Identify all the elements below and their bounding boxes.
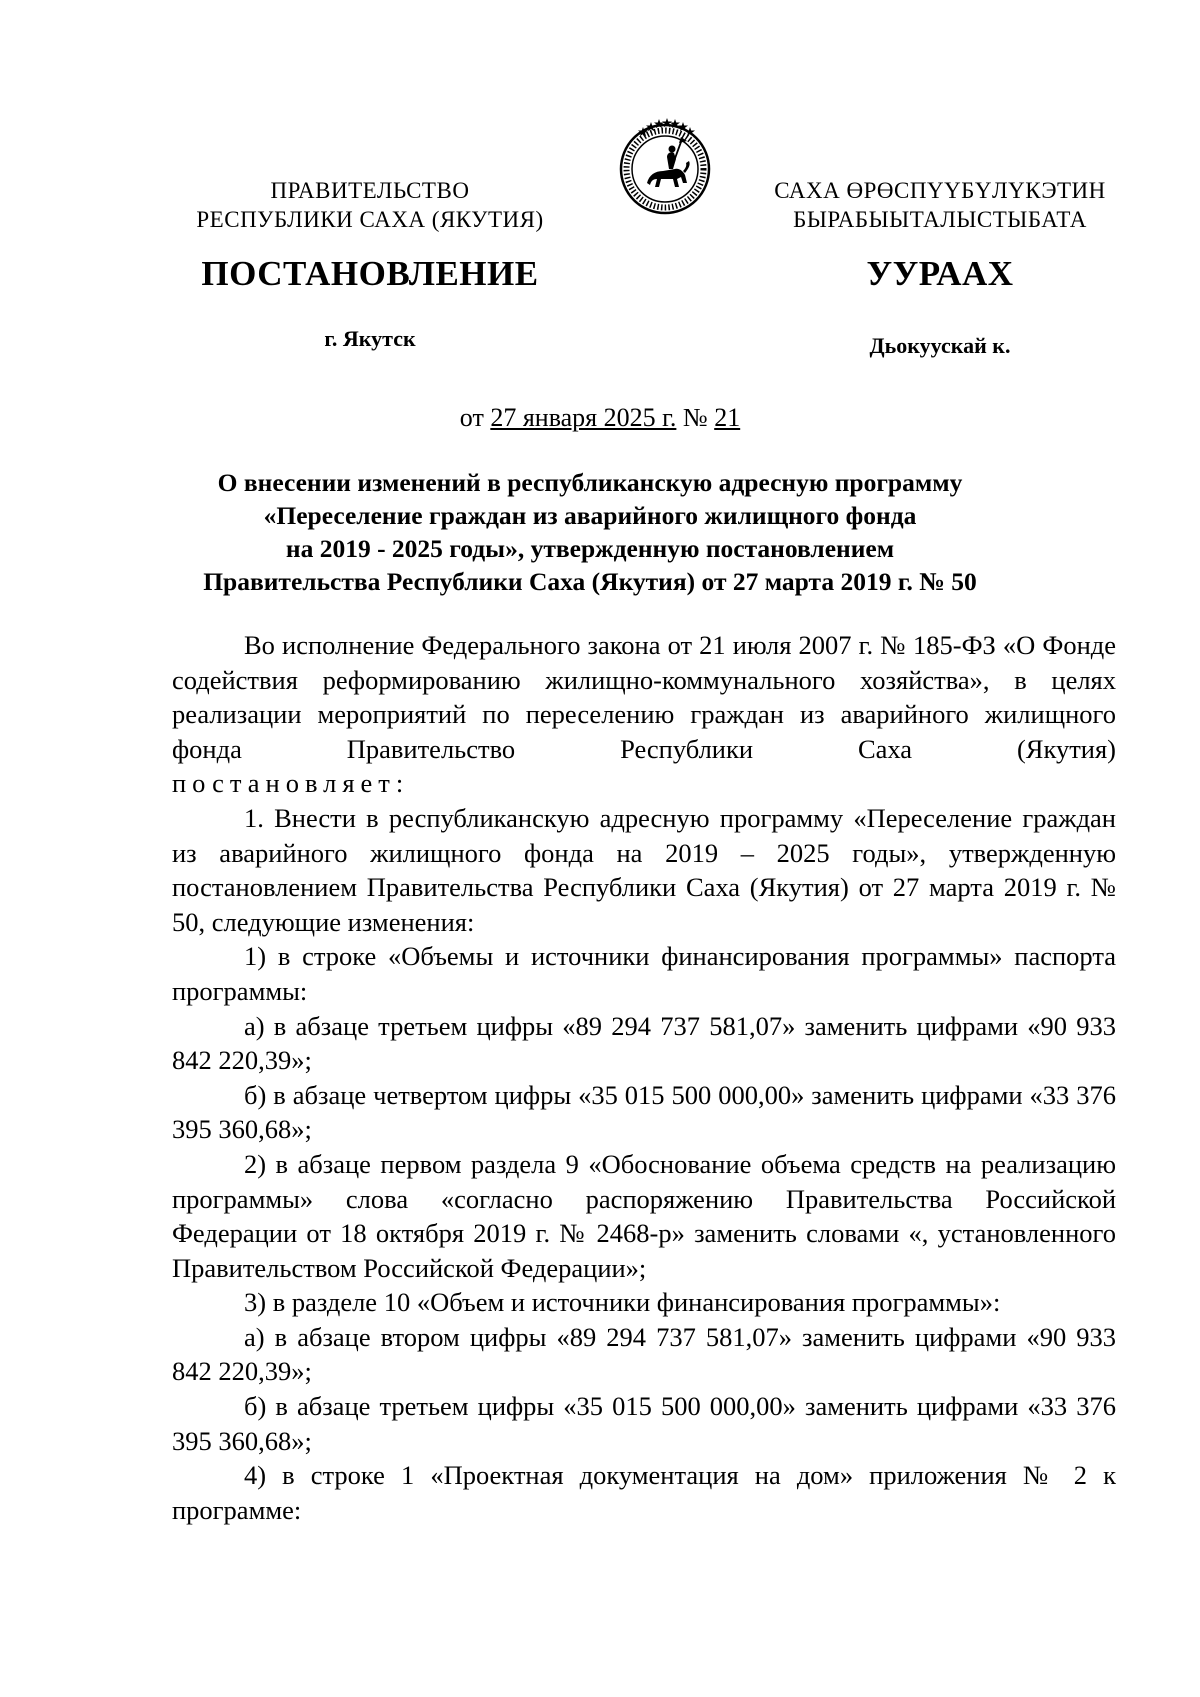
body-paragraph-8: б) в абзаце третьем цифры «35 015 500 000,00» заменить цифрами «33 376 395 360,68»; [172, 1391, 1116, 1456]
decree-number: 21 [714, 403, 741, 432]
date-prefix: от [459, 403, 491, 432]
number-label: № [676, 403, 715, 432]
decree-title-yakut: УУРААХ [866, 254, 1014, 293]
government-name-russian-line2: РЕСПУБЛИКИ САХА (ЯКУТИЯ) [196, 207, 544, 232]
government-name-russian-line1: ПРАВИТЕЛЬСТВО [270, 178, 470, 203]
government-name-yakut-line2: БЫРАБЫЫТАЛЫСТЫБАТА [793, 207, 1087, 232]
decree-body [172, 628, 1116, 1527]
title-line-1: О внесении изменений в республиканскую адресную программу [217, 468, 963, 497]
body-paragraph-3: а) в абзаце третьем цифры «89 294 737 581,07» заменить цифрами «90 933 842 220,39»; [172, 1010, 1116, 1076]
body-paragraph-5: 2) в абзаце первом раздела 9 «Обоснование объема средств на реализацию программы» слова «согласно распоряжению Правительства Российской Федерации от 18 октября 2019 г. № 2468-р» заменить словами «, установленного Правительством Российской Федерации»; [172, 1148, 1116, 1283]
body-paragraph-4: б) в абзаце четвертом цифры «35 015 500 000,00» заменить цифрами «33 376 395 360,68»; [172, 1079, 1116, 1145]
body-paragraph-7: а) в абзаце втором цифры «89 294 737 581,07» заменить цифрами «90 933 842 220,39»; [172, 1321, 1116, 1387]
government-name-yakut-line1: САХА ӨРӨСПҮҮБҮЛҮКЭТИН [774, 178, 1106, 203]
title-line-3: на 2019 - 2025 годы», утвержденную постановлением [285, 534, 895, 563]
coat-of-arms-emblem-icon [613, 113, 717, 217]
decree-subject-title [130, 466, 1050, 598]
title-line-4: Правительства Республики Саха (Якутия) от 27 марта 2019 г. № 50 [203, 567, 977, 596]
government-name-yakut [740, 176, 1140, 234]
body-paragraph-9: 4) в строке 1 «Проектная документация на дом» приложения № 2 к программе: [172, 1460, 1116, 1525]
decree-date: 27 января 2025 г. [490, 403, 677, 432]
body-resolves: постановляет: [172, 768, 410, 799]
government-name-russian [170, 176, 570, 234]
decree-title-russian: ПОСТАНОВЛЕНИЕ [201, 254, 539, 293]
body-paragraph-2: 1) в строке «Объемы и источники финансирования программы» паспорта программы: [172, 941, 1116, 1006]
body-paragraph-1: 1. Внести в республиканскую адресную программу «Переселение граждан из аварийного жилищного фонда на 2019 – 2025 годы», утвержденную постановлением Правительства Республики Саха (Якутия) от 27 марта 2019 г. № 50, следующие изменения: [172, 802, 1116, 937]
city-russian: г. Якутск [324, 326, 416, 351]
title-line-2: «Переселение граждан из аварийного жилищного фонда [263, 501, 917, 530]
city-yakut: Дьокуускай к. [869, 333, 1011, 358]
decree-date-line [0, 403, 1200, 433]
body-paragraph-6: 3) в разделе 10 «Объем и источники финансирования программы»: [244, 1287, 1001, 1318]
body-paragraph-preamble: Во исполнение Федерального закона от 21 июля 2007 г. № 185-ФЗ «О Фонде содействия реформированию жилищно-коммунального хозяйства», в целях реализации мероприятий по переселению граждан из аварийного жилищного фонда Правительство Республики Саха (Якутия) [172, 630, 1116, 764]
